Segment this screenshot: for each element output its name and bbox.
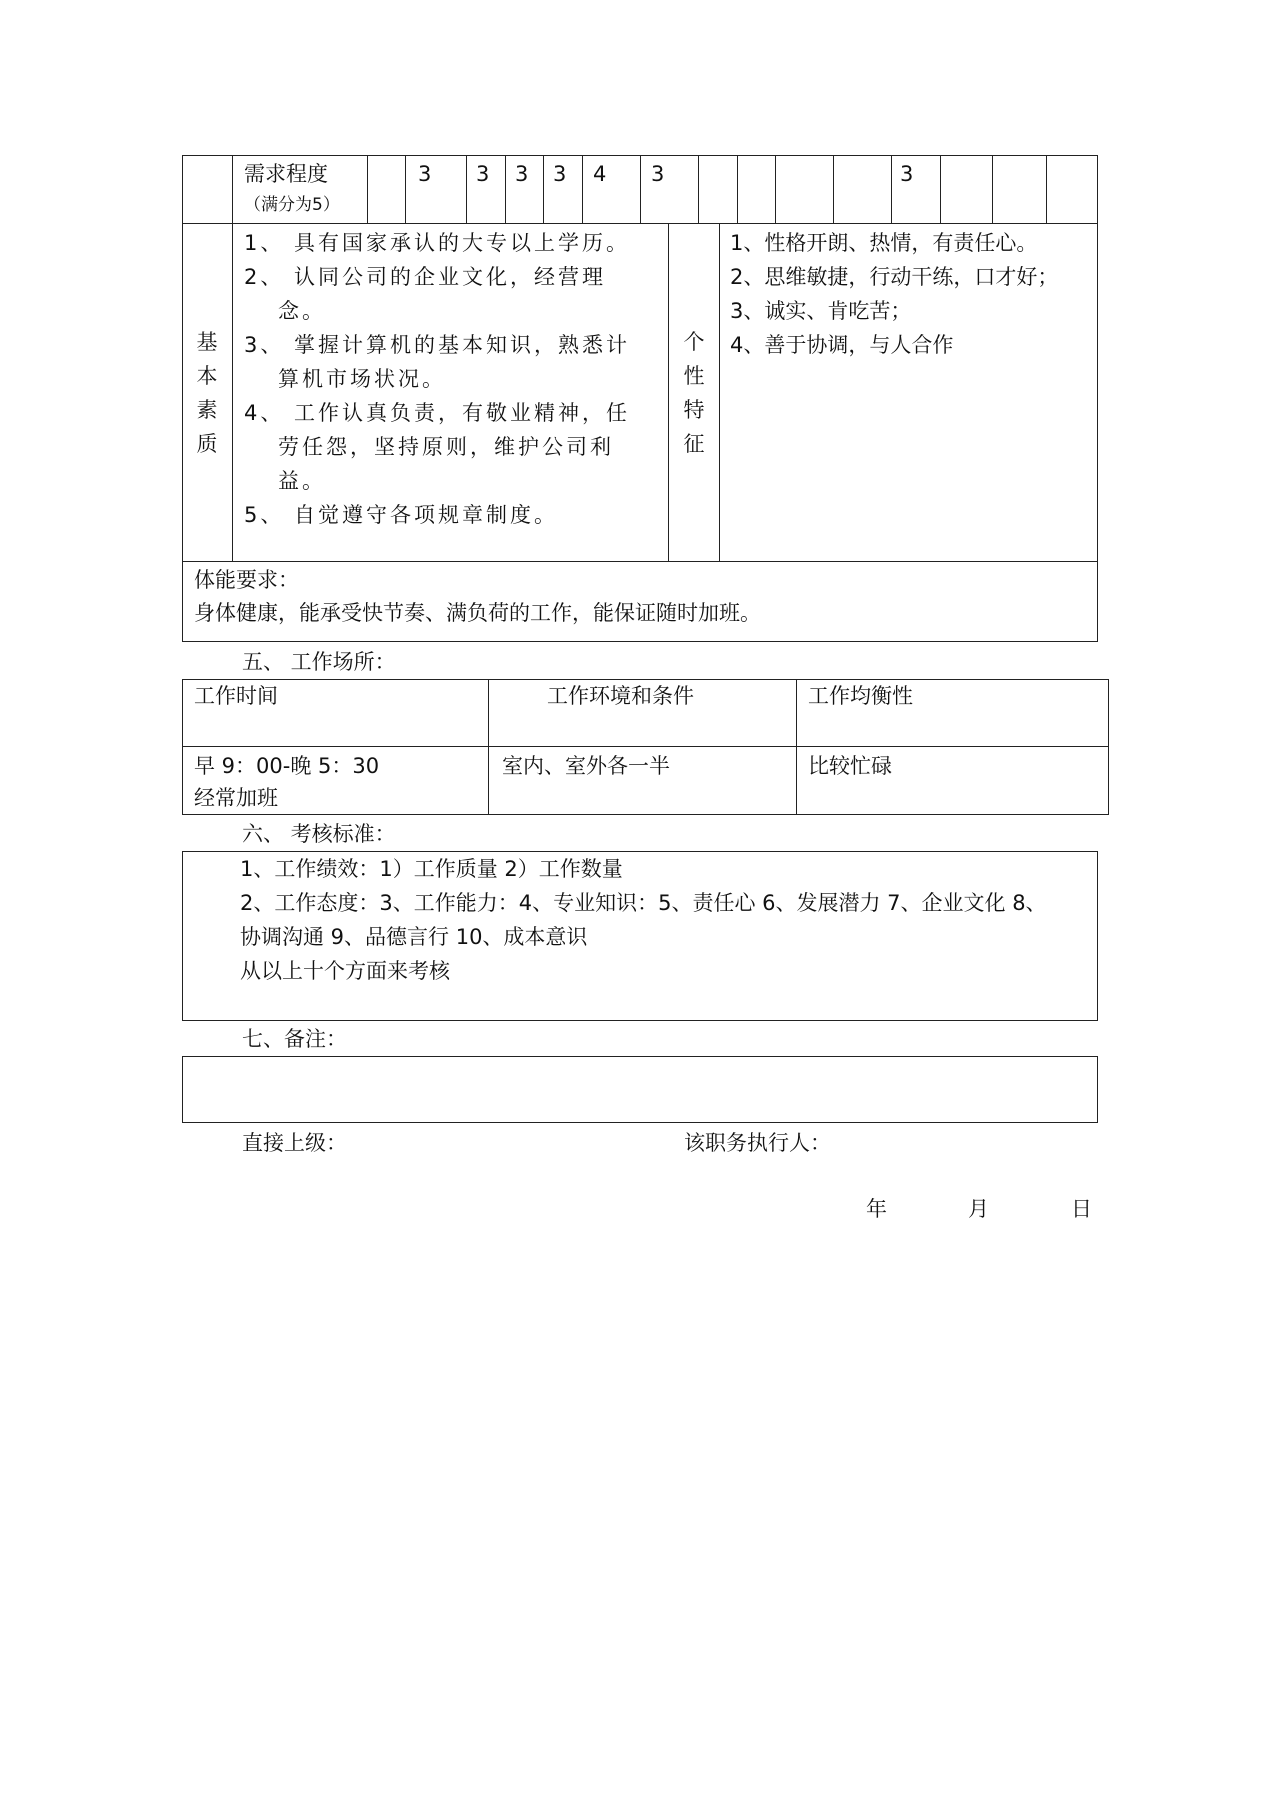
col-divider — [232, 155, 233, 561]
col-divider — [582, 155, 583, 223]
demand-sublabel: （满分为5） — [244, 195, 340, 215]
col-divider — [668, 223, 669, 561]
header-work-time: 工作时间 — [194, 684, 278, 708]
col-divider — [891, 155, 892, 223]
list-item: 3、 掌握计算机的基本知识，熟悉计 — [244, 333, 631, 357]
col-divider — [640, 155, 641, 223]
list-item: 念。 — [278, 299, 326, 323]
demand-score: 4 — [593, 162, 607, 186]
remarks-box — [182, 1056, 1098, 1123]
col-divider — [737, 155, 738, 223]
row-divider — [182, 561, 1098, 562]
demand-label: 需求程度 — [244, 162, 328, 186]
personality-label: 个 性 特 征 — [683, 330, 705, 456]
demand-score: 3 — [418, 162, 432, 186]
col-divider — [405, 155, 406, 223]
supervisor-label: 直接上级： — [242, 1131, 347, 1155]
list-item: 1、 具有国家承认的大专以上学历。 — [244, 231, 631, 255]
demand-score: 3 — [553, 162, 567, 186]
demand-score: 3 — [476, 162, 490, 186]
physical-text: 身体健康，能承受快节奏、满负荷的工作，能保证随时加班。 — [194, 601, 761, 625]
list-item: 协调沟通 9、品德言行 10、成本意识 — [240, 925, 588, 949]
list-item: 2、思维敏捷，行动干练，口才好； — [730, 265, 1059, 289]
list-item: 3、诚实、肯吃苦； — [730, 299, 912, 323]
list-item: 算机市场状况。 — [278, 367, 446, 391]
list-item: 益。 — [278, 469, 326, 493]
col-divider — [833, 155, 834, 223]
col-divider — [367, 155, 368, 223]
header-environment: 工作环境和条件 — [547, 684, 694, 708]
assessment-lines — [240, 852, 1047, 988]
list-item: 5、 自觉遵守各项规章制度。 — [244, 503, 559, 527]
col-divider — [698, 155, 699, 223]
basic-quality-list — [244, 226, 630, 532]
work-time-value: 早 9：00-晚 5：30 — [194, 754, 380, 778]
row-divider — [182, 223, 1098, 224]
col-divider — [940, 155, 941, 223]
executor-label: 该职务执行人： — [684, 1131, 831, 1155]
list-item: 劳任怨，坚持原则，维护公司利 — [278, 435, 614, 459]
date-month: 月 — [968, 1197, 989, 1221]
date-day: 日 — [1071, 1197, 1092, 1221]
section5-title: 五、 工作场所： — [242, 650, 396, 674]
col-divider — [1046, 155, 1047, 223]
col-divider — [992, 155, 993, 223]
personality-list — [730, 226, 1058, 362]
row-divider — [182, 746, 1109, 747]
col-divider — [488, 679, 489, 815]
basic-quality-label: 基 本 素 质 — [196, 330, 218, 456]
environment-value: 室内、室外各一半 — [502, 754, 670, 778]
col-divider — [466, 155, 467, 223]
list-item: 1、性格开朗、热情，有责任心。 — [730, 231, 1038, 255]
list-item: 4、 工作认真负责，有敬业精神，任 — [244, 401, 631, 425]
col-divider — [719, 223, 720, 561]
list-item: 4、善于协调，与人合作 — [730, 333, 954, 357]
physical-title: 体能要求： — [194, 568, 299, 592]
list-item: 从以上十个方面来考核 — [240, 959, 450, 983]
col-divider — [543, 155, 544, 223]
balance-value: 比较忙碌 — [808, 754, 892, 778]
list-item: 2、 认同公司的企业文化，经营理 — [244, 265, 607, 289]
work-overtime-value: 经常加班 — [194, 786, 278, 810]
section7-title: 七、备注： — [242, 1027, 347, 1051]
list-item: 2、工作态度：3、工作能力：4、专业知识：5、责任心 6、发展潜力 7、企业文化 8、 — [240, 891, 1047, 915]
col-divider — [775, 155, 776, 223]
date-year: 年 — [866, 1197, 887, 1221]
header-balance: 工作均衡性 — [808, 684, 913, 708]
section6-title: 六、 考核标准： — [242, 822, 396, 846]
demand-score: 3 — [515, 162, 529, 186]
demand-score: 3 — [900, 162, 914, 186]
col-divider — [796, 679, 797, 815]
col-divider — [505, 155, 506, 223]
demand-score: 3 — [651, 162, 665, 186]
list-item: 1、工作绩效：1）工作质量 2）工作数量 — [240, 857, 623, 881]
